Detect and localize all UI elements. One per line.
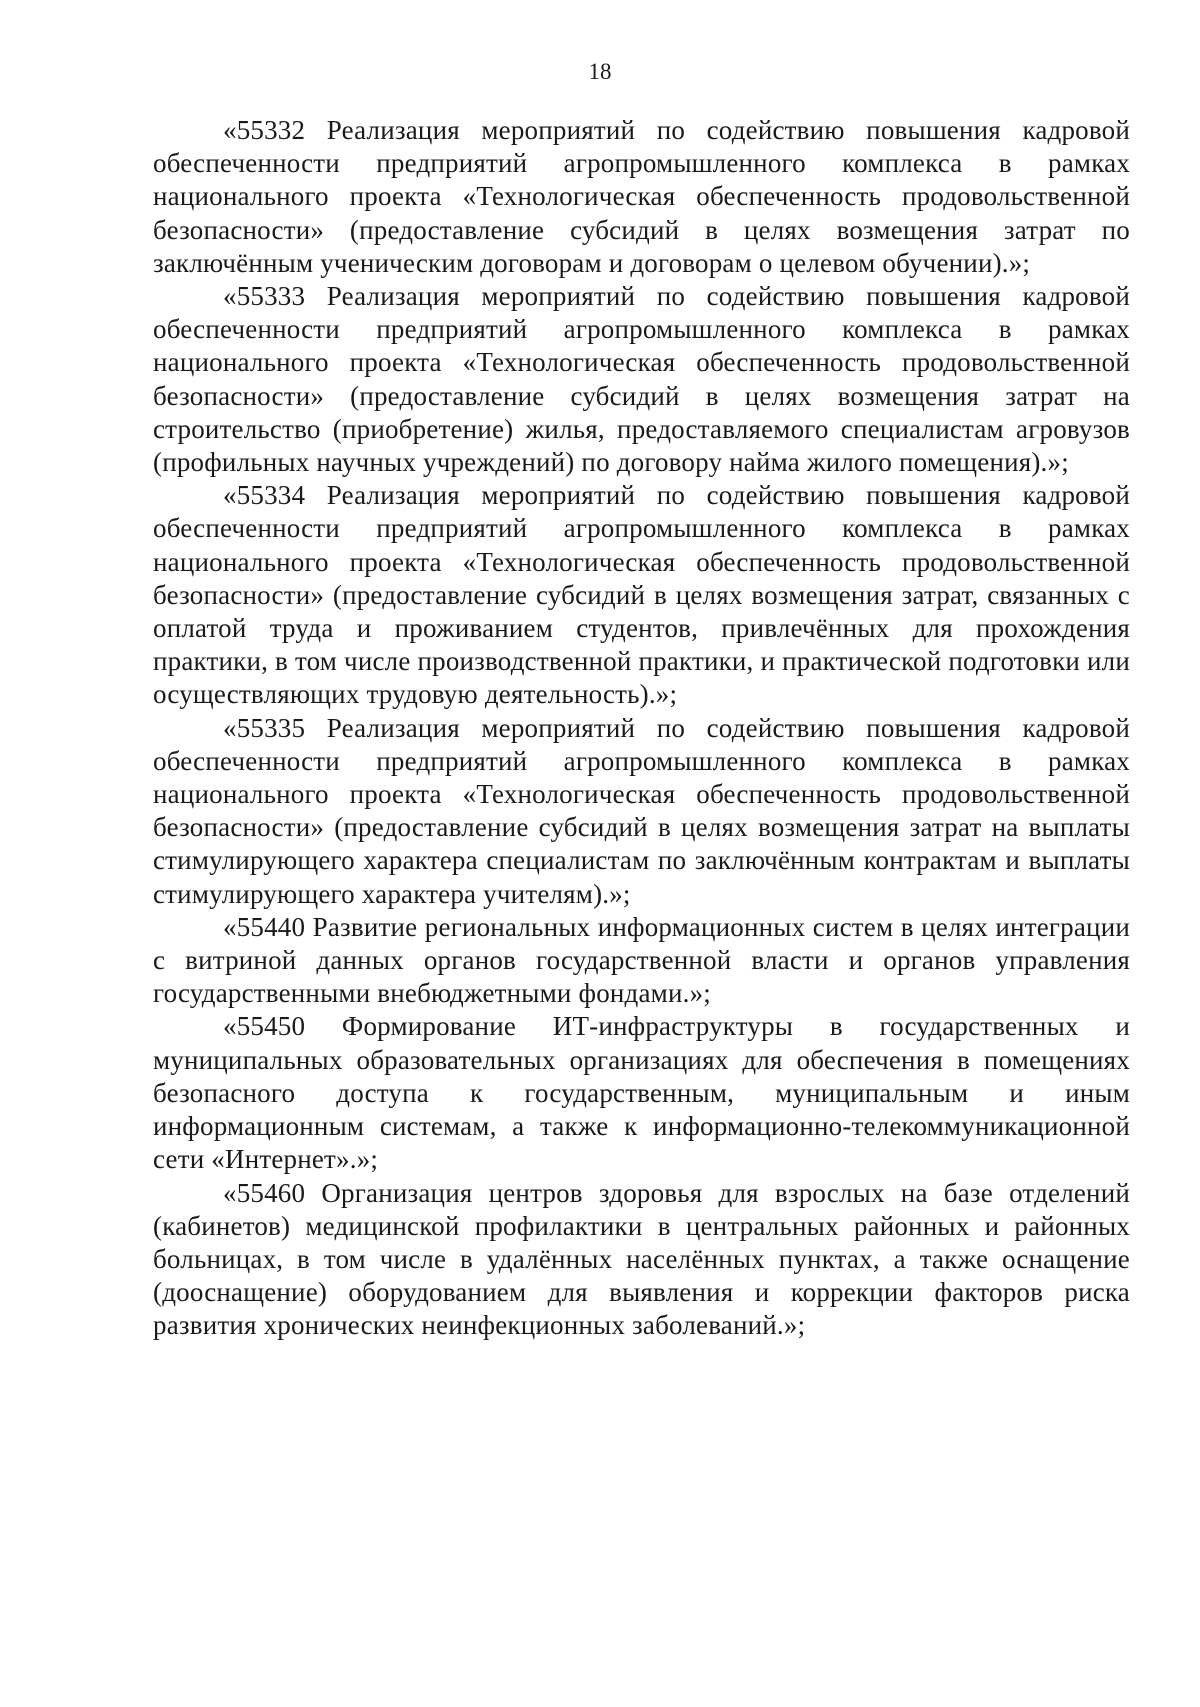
paragraph-55334: «55334 Реализация мероприятий по содействию повышения кадровой обеспеченности предприятий агропромышленного комплекса в рамках национального проекта «Технологическая обеспеченность продовольственной безопасности» (предоставление субсидий в целях возмещения затрат, связанных с оплатой труда и проживанием студентов, привлечённых для прохождения практики, в том числе производственной практики, и практической подготовки или осуществляющих трудовую деятельность).»; xyxy=(153,480,1130,710)
page-number: 18 xyxy=(588,59,612,84)
paragraph-55440: «55440 Развитие региональных информационных систем в целях интеграции с витриной данных органов государственной власти и органов управления государственными внебюджетными фондами.»; xyxy=(153,911,1130,1009)
paragraph-55335: «55335 Реализация мероприятий по содействию повышения кадровой обеспеченности предприятий агропромышленного комплекса в рамках национального проекта «Технологическая обеспеченность продовольственной безопасности» (предоставление субсидий в целях возмещения затрат на выплаты стимулирующего характера специалистам по заключённым контрактам и выплаты стимулирующего характера учителям).»; xyxy=(153,712,1130,909)
paragraph-55460: «55460 Организация центров здоровья для взрослых на базе отделений (кабинетов) медицинской профилактики в центральных районных и районных больницах, в том числе в удалённых населённых пунктах, а также оснащение (дооснащение) оборудованием для выявления и коррекции факторов риска развития хронических неинфекционных заболеваний.»; xyxy=(153,1177,1130,1341)
paragraph-55332: «55332 Реализация мероприятий по содействию повышения кадровой обеспеченности предприятий агропромышленного комплекса в рамках национального проекта «Технологическая обеспеченность продовольственной безопасности» (предоставление субсидий в целях возмещения затрат по заключённым ученическим договорам и договорам о целевом обучении).»; xyxy=(153,115,1130,278)
paragraph-55333: «55333 Реализация мероприятий по содействию повышения кадровой обеспеченности предприятий агропромышленного комплекса в рамках национального проекта «Технологическая обеспеченность продовольственной безопасности» (предоставление субсидий в целях возмещения затрат на строительство (приобретение) жилья, предоставляемого специалистам агровузов (профильных научных учреждений) по договору найма жилого помещения).»; xyxy=(153,281,1130,478)
document-body xyxy=(153,114,1130,1343)
paragraph-55450: «55450 Формирование ИТ-инфраструктуры в государственных и муниципальных образовательных организациях для обеспечения в помещениях безопасного доступа к государственным, муниципальным и иным информационным системам, а также к информационно-телекоммуникационной сети «Интернет».»; xyxy=(153,1011,1130,1175)
